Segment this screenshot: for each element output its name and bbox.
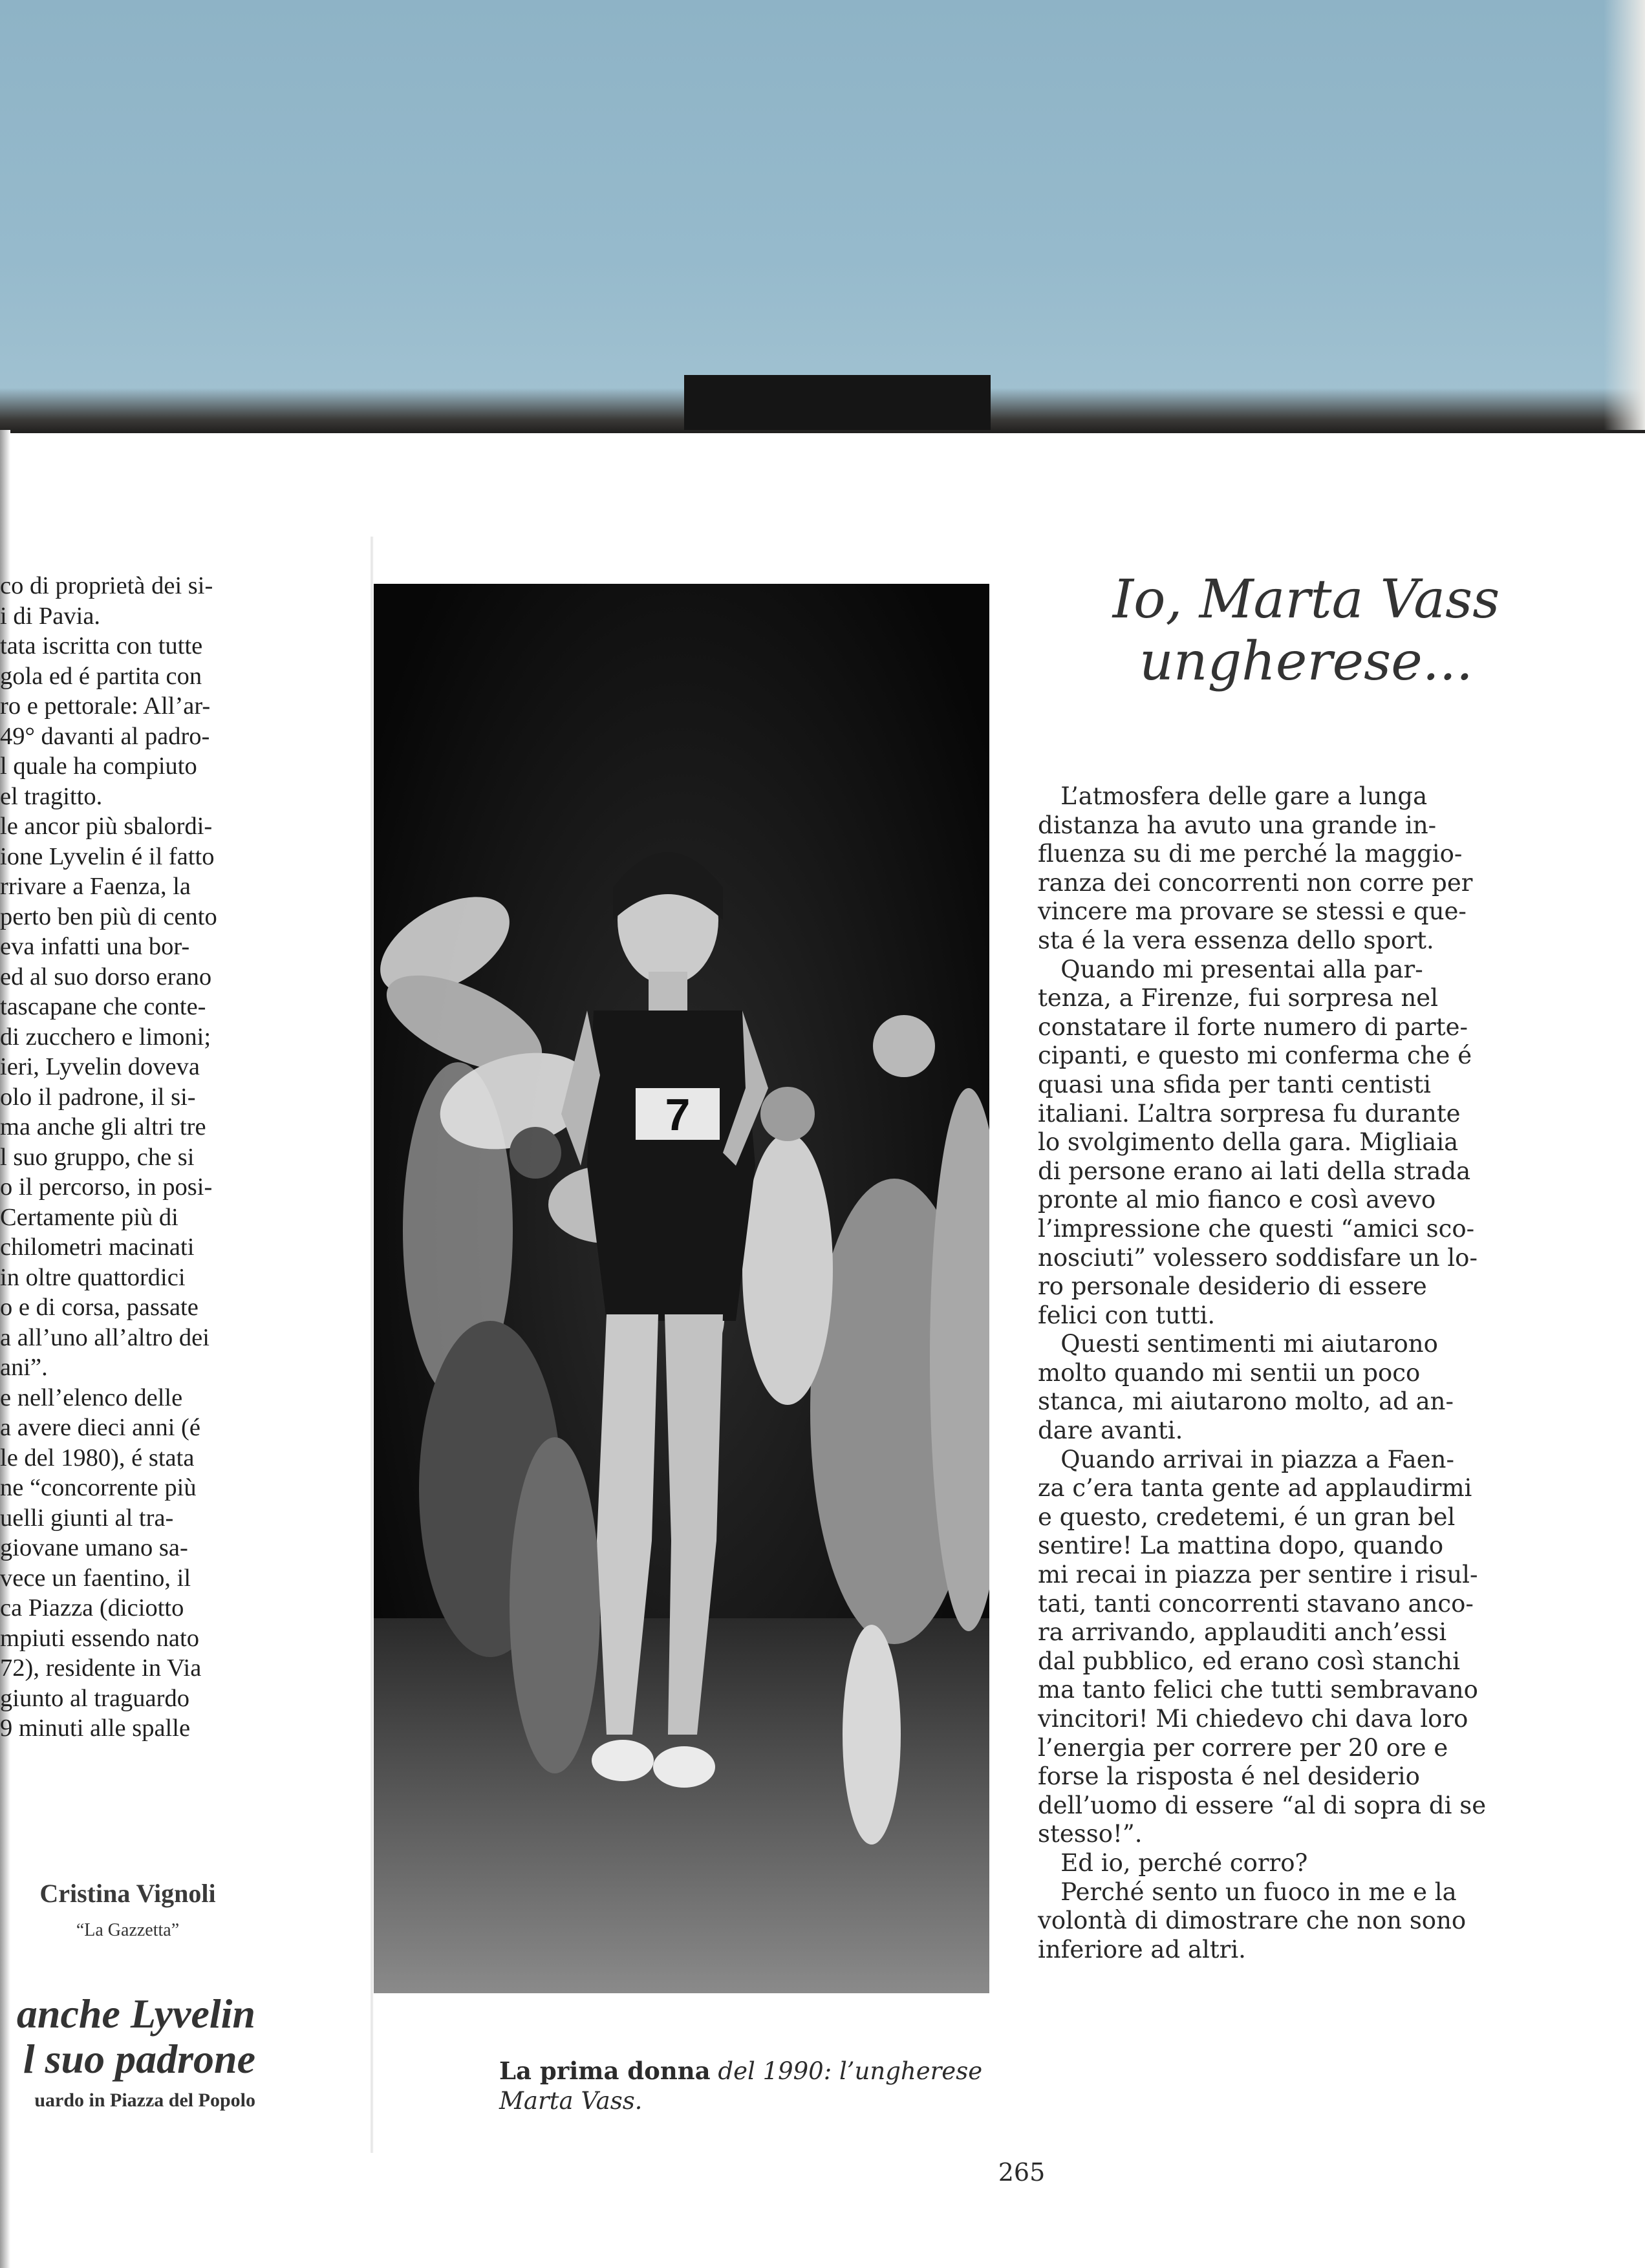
paragraph — [1038, 1849, 1523, 1878]
text-line: le del 1980), é stata — [0, 1444, 195, 1471]
text-line: za c’era tanta gente ad applaudirmi — [1038, 1474, 1472, 1503]
sidebar-headline — [0, 1991, 255, 2082]
text-line: ca Piazza (diciotto — [0, 1594, 184, 1621]
text-line: felici con tutti. — [1038, 1301, 1216, 1329]
text-line: vece un faentino, il — [0, 1564, 191, 1592]
text-line: tata iscritta con tutte — [0, 632, 203, 659]
text-line: ed al suo dorso erano — [0, 963, 212, 990]
text-line: ranza dei concorrenti non corre per — [1038, 868, 1473, 897]
text-line: 72), residente in Via — [0, 1654, 202, 1682]
article-body — [1038, 782, 1523, 1964]
headline-line: anche Lyvelin — [16, 1991, 255, 2037]
text-line: Quando mi presentai alla par- — [1038, 955, 1423, 983]
text-line: ro e pettorale: All’ar- — [0, 692, 211, 720]
text-line: stesso!”. — [1038, 1820, 1143, 1848]
text-line: le ancor più sbalordi- — [0, 813, 213, 840]
text-line: co di proprietà dei si- — [0, 572, 213, 599]
text-line: l’energia per correre per 20 ore e — [1038, 1733, 1448, 1762]
text-line: ione Lyvelin é il fatto — [0, 842, 215, 870]
text-line: Ed io, perché corro? — [1038, 1848, 1308, 1877]
caption-italic: del 1990: l’ungherese — [710, 2057, 983, 2085]
byline-author: Cristina Vignoli — [39, 1879, 216, 1908]
text-line: sentire! La mattina dopo, quando — [1038, 1532, 1444, 1560]
text-line: di persone erano ai lati della strada — [1038, 1157, 1471, 1185]
text-line: e nell’elenco delle — [0, 1384, 183, 1411]
page-number: 265 — [998, 2158, 1046, 2187]
headline-line: l suo padrone — [23, 2037, 255, 2082]
scan-background — [0, 0, 1645, 430]
text-line: italiani. L’altra sorpresa fu durante — [1038, 1099, 1461, 1128]
text-line: nosciuti” volessero soddisfare un lo- — [1038, 1243, 1478, 1272]
text-line: o il percorso, in posi- — [0, 1173, 213, 1201]
caption-bold: La prima donna — [499, 2057, 711, 2085]
text-line: olo il padrone, il si- — [0, 1083, 196, 1111]
text-line: rrivare a Faenza, la — [0, 873, 191, 900]
text-line: perto ben più di cento — [0, 903, 217, 930]
text-line: i di Pavia. — [0, 602, 101, 630]
text-line: el tragitto. — [0, 782, 103, 810]
text-line: pronte al mio fianco e così avevo — [1038, 1186, 1436, 1214]
text-line: ne “concorrente più — [0, 1474, 197, 1501]
title-line: Io, Marta Vass — [1112, 569, 1500, 630]
text-line: chilometri macinati — [0, 1234, 195, 1261]
paragraph — [1038, 1330, 1523, 1445]
text-line: distanza ha avuto una grande in- — [1038, 811, 1437, 839]
scanner-clip — [684, 375, 991, 430]
text-line: 49° davanti al padro- — [0, 722, 210, 750]
scan-right-edge — [1604, 0, 1645, 430]
article-title — [1048, 569, 1565, 693]
text-line: dal pubblico, ed erano così stanchi — [1038, 1647, 1460, 1675]
text-line: mpiuti essendo nato — [0, 1624, 199, 1652]
text-line: 9 minuti alle spalle — [0, 1715, 191, 1742]
text-line: tati, tanti concorrenti stavano anco- — [1038, 1589, 1474, 1618]
text-line: mi recai in piazza per sentire i risul- — [1038, 1561, 1478, 1589]
text-line: ma anche gli altri tre — [0, 1113, 206, 1140]
photo-caption — [499, 2056, 1004, 2116]
text-line: lo svolgimento della gara. Migliaia — [1038, 1128, 1459, 1157]
text-line: Quando arrivai in piazza a Faen- — [1038, 1445, 1454, 1473]
paragraph — [1038, 782, 1523, 956]
text-line: giovane umano sa- — [0, 1534, 188, 1561]
text-line: dare avanti. — [1038, 1417, 1183, 1445]
text-line: constatare il forte numero di parte- — [1038, 1012, 1468, 1041]
text-line: giunto al traguardo — [0, 1684, 189, 1712]
text-line: ra arrivando, applauditi anch’essi — [1038, 1618, 1447, 1647]
text-line: Perché sento un fuoco in me e la — [1038, 1878, 1457, 1906]
text-line: L’atmosfera delle gare a lunga — [1038, 782, 1428, 810]
text-line: a all’uno all’altro dei — [0, 1323, 210, 1351]
text-line: forse la risposta é nel desiderio — [1038, 1762, 1420, 1791]
text-line: uelli giunti al tra- — [0, 1504, 174, 1532]
text-line: quasi una sfida per tanti centisti — [1038, 1070, 1431, 1098]
text-line: o e di corsa, passate — [0, 1294, 199, 1321]
caption-italic: Marta Vass. — [499, 2087, 643, 2115]
text-line: tascapane che conte- — [0, 993, 206, 1020]
runner-photo — [374, 584, 989, 1993]
byline-source: “La Gazzetta” — [76, 1920, 180, 1940]
photo-illustration — [374, 584, 989, 1993]
text-line: l’impressione che questi “amici sco- — [1038, 1214, 1475, 1243]
text-line: tenza, a Firenze, fui sorpresa nel — [1038, 984, 1439, 1012]
text-line: molto quando mi sentii un poco — [1038, 1358, 1421, 1387]
text-line: l suo gruppo, che si — [0, 1143, 195, 1171]
text-line: eva infatti una bor- — [0, 933, 190, 960]
previous-article-column — [0, 571, 255, 1744]
text-line: fluenza su di me perché la maggio- — [1038, 840, 1463, 868]
text-line: vincere ma provare se stessi e que- — [1038, 897, 1467, 926]
text-line: cipanti, e questo mi conferma che é — [1038, 1042, 1472, 1070]
text-line: in oltre quattordici — [0, 1263, 186, 1291]
text-line: Certamente più di — [0, 1203, 178, 1231]
paragraph — [1038, 956, 1523, 1331]
text-line: di zucchero e limoni; — [0, 1023, 211, 1051]
text-line: ieri, Lyvelin doveva — [0, 1053, 200, 1080]
bib-number: 7 — [665, 1089, 691, 1140]
text-line: dell’uomo di essere “al di sopra di se — [1038, 1791, 1487, 1819]
text-line: ani”. — [0, 1354, 48, 1381]
text-line: sta é la vera essenza dello sport. — [1038, 926, 1434, 954]
sidebar-deck: uardo in Piazza del Popolo — [34, 2090, 255, 2111]
text-line: l quale ha compiuto — [0, 753, 197, 780]
text-line: e questo, credetemi, é un gran bel — [1038, 1503, 1456, 1531]
text-line: stanca, mi aiutarono molto, ad an- — [1038, 1387, 1454, 1416]
text-line: vincitori! Mi chiedevo chi dava loro — [1038, 1705, 1468, 1733]
text-line: a avere dieci anni (é — [0, 1414, 200, 1441]
text-line: gola ed é partita con — [0, 662, 202, 690]
text-line: ro personale desiderio di essere — [1038, 1272, 1427, 1301]
text-line: inferiore ad altri. — [1038, 1935, 1246, 1963]
paragraph — [1038, 1446, 1523, 1849]
text-line: ma tanto felici che tutti sembravano — [1038, 1676, 1478, 1704]
text-line: volontà di dimostrare che non sono — [1038, 1907, 1467, 1935]
text-line: Questi sentimenti mi aiutarono — [1038, 1330, 1438, 1358]
paragraph — [1038, 1878, 1523, 1965]
title-line: ungherese... — [1139, 631, 1473, 692]
